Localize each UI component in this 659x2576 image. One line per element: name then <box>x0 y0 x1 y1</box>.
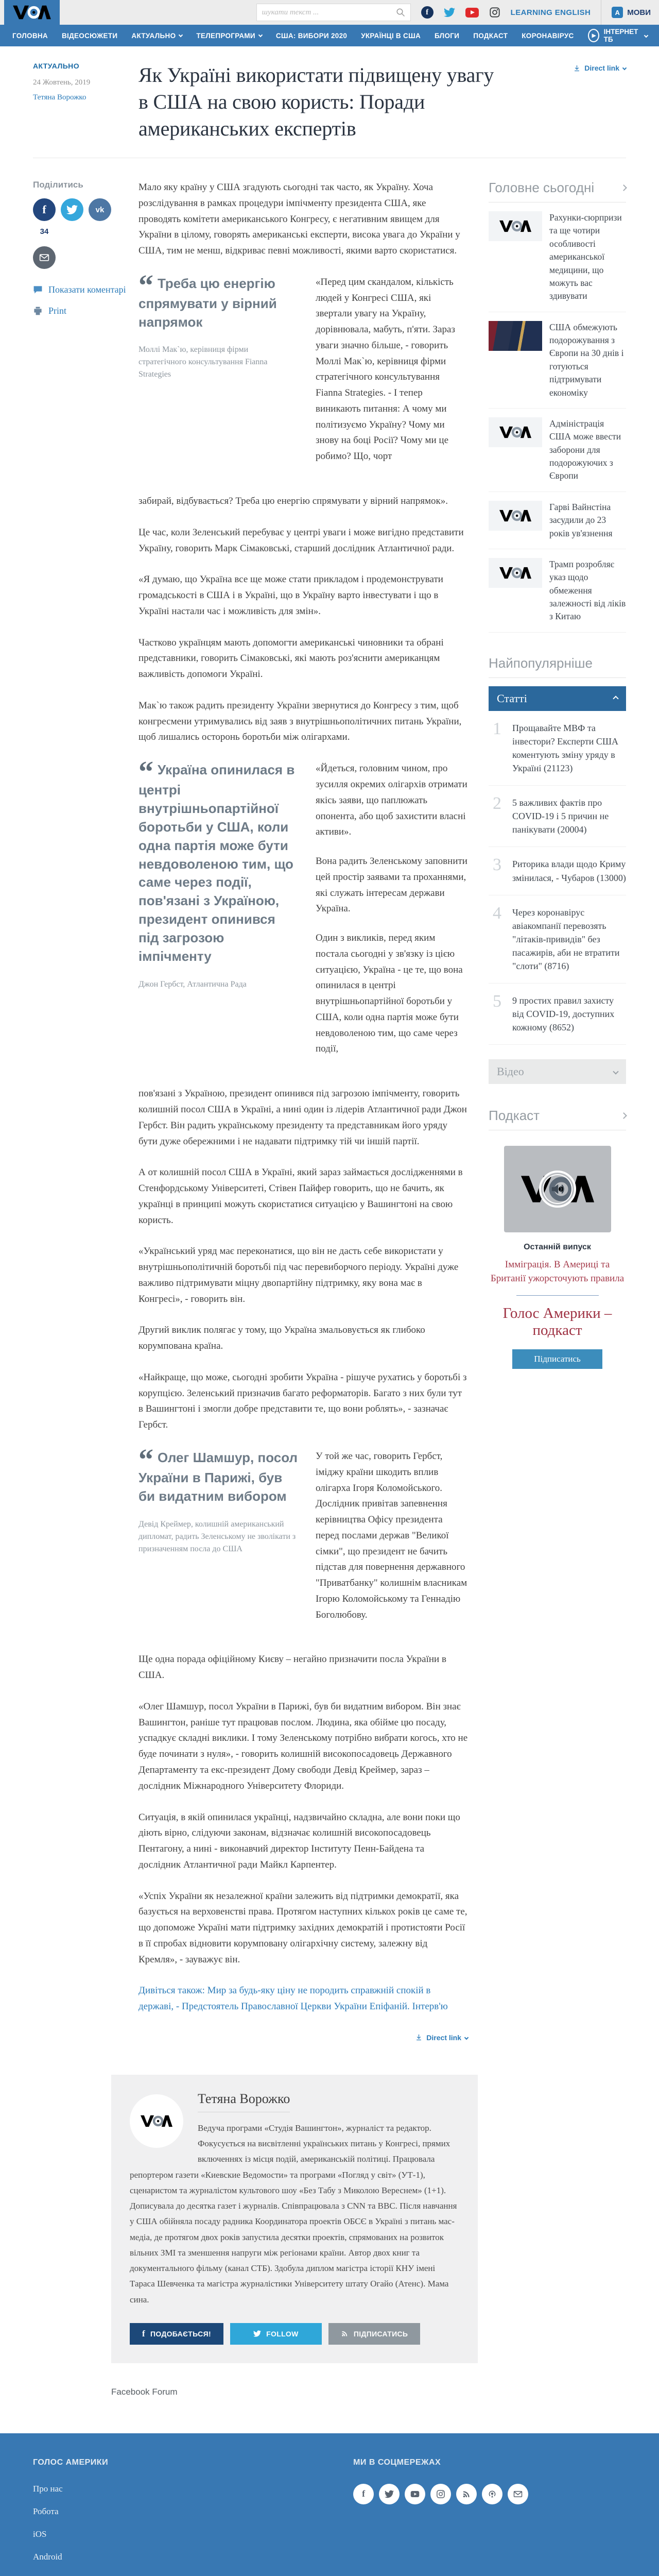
footer-links <box>33 2484 353 2562</box>
nav-item-label: БЛОГИ <box>435 31 460 40</box>
article-paragraph: забирай, відбувається? Треба цю енергію спрямувати у вірний напрямок». <box>138 496 448 507</box>
youtube-icon[interactable] <box>465 8 479 18</box>
youtube-icon[interactable] <box>405 2484 425 2504</box>
pullquote-row <box>138 268 468 478</box>
publish-date: 24 Жовтень, 2019 <box>33 78 91 87</box>
pullquote-side <box>316 761 468 1071</box>
facebook-icon[interactable]: f <box>421 6 433 19</box>
article-paragraph: «Найкраще, що може, сьогодні зробити Україна - рішуче рухатись у боротьбі з корупцією. Зеленський призначив багато реформаторів. Багато з них були тут в Вашингтоні і змогли добре представити те, що вони роблять», - зазначає Гербст. <box>138 1371 467 1431</box>
chevron-right-icon <box>620 184 627 191</box>
article-paragraph: Мак`ю також радить президенту України звернутися до Конгресу з тим, щоб конгресмени утримувались від заяв з внутрішньополітичних питань України, щоб лишались осторонь боротьби між олігархами. <box>138 700 462 743</box>
chevron-down-icon <box>613 1069 618 1075</box>
internet-tv-label: ІНТЕРНЕТ ТБ <box>603 28 638 43</box>
nav-item-label: АКТУАЛЬНО <box>131 31 176 40</box>
footer-social-title: МИ В СОЦМЕРЕЖАХ <box>353 2458 441 2467</box>
instagram-icon[interactable] <box>430 2484 451 2504</box>
nav-item-label: США: ВИБОРИ 2020 <box>275 31 348 40</box>
pullquote-side <box>316 275 468 478</box>
popular-item <box>489 895 626 984</box>
comment-icon <box>33 285 43 295</box>
facebook-like-button[interactable] <box>130 2323 223 2345</box>
article-thumbnail <box>489 211 542 241</box>
article-paragraph: Мало яку країну у США згадують сьогодні так часто, як Україну. Хоча розслідування в рамках процедури імпічменту президента США, яке проводять комітети американського Конгресу, є негативним явищем для України в цілому, говорять американські експерти, висока увага до України у США, тим не менш, відкриває певні можливості, якими варто скористатися. <box>138 182 460 257</box>
sidebar <box>468 180 626 2030</box>
article-meta <box>33 62 138 102</box>
direct-link-label: Direct link <box>584 64 619 72</box>
chevron-right-icon <box>620 1112 627 1119</box>
topbar <box>0 0 659 25</box>
article-paragraph: Це час, коли Зеленський перебуває у центрі уваги і може вигідно представити Україну, говорить Марк Сімаковські, старший дослідник Атлантичної ради. <box>138 527 464 554</box>
category-label[interactable]: АКТУАЛЬНО <box>33 62 79 70</box>
article-paragraph: Частково українцям мають допомогти американські чиновники та обрані представники, говорить Сімаковські, які мають роз'яснити американцям важливість допомоги Україні. <box>138 637 444 680</box>
voa-logo-icon <box>499 567 531 579</box>
author-card <box>111 2075 478 2363</box>
most-popular-title: Найпопулярніше <box>489 655 593 671</box>
printer-icon <box>33 306 43 316</box>
top-news-list <box>489 202 626 633</box>
pullquote-side <box>316 1449 468 1636</box>
pullquote-text: Україна опинилася в центрі внутрішньопартійної боротьби у США, коли одна партія може бути невдоволеною тим, що саме через події, пов'язані з Україною, президент опинився під загрозою імпічменту <box>138 762 295 964</box>
rss-subscribe-button[interactable] <box>328 2323 420 2345</box>
top-news-title: Головне сьогодні <box>489 180 595 195</box>
footer-brand-title: ГОЛОС АМЕРИКИ <box>33 2458 109 2467</box>
sidebar-news-item[interactable] <box>489 202 626 312</box>
facebook-icon[interactable]: f <box>353 2484 374 2504</box>
print-label: Print <box>48 306 67 316</box>
news-title: Рахунки-сюрпризи та ще чотири особливості американської медицини, що можуть вас здивувати <box>549 212 622 301</box>
show-comments-label: Показати коментарі <box>48 284 126 295</box>
sidebar-news-item[interactable] <box>489 492 626 549</box>
article-thumbnail <box>489 417 542 447</box>
popular-list <box>489 711 626 1045</box>
article-paragraph: «Перед цим скандалом, кількість людей у Конгресі США, які звертали увагу на Україну, дорівнювала, мабуть, п'яти. Зараз уваги значно більше, - говорить Моллі Мак`ю, керівниця фірми стратегічного консультування Fianna Strategies. - І тепер виникають питання: А чому ми політизуємо Україну? Чому ми знову на боці Росії? Чому ми це робимо? Що, чорт <box>316 276 455 462</box>
rss-icon[interactable] <box>456 2484 477 2504</box>
article-paragraph: «Український уряд має переконатися, що він не дасть себе використати у внутрішньополітичній боротьбі під час перевиборчого періоду. Україні дуже важливо підтримувати міцну двопартійну підтримку, яку вона має в Конгресі», - говорить він. <box>138 1246 459 1304</box>
quote-mark-icon: “ <box>138 1443 153 1476</box>
nav-item[interactable] <box>196 32 262 40</box>
footer-social-column <box>353 2458 626 2574</box>
twitter-icon[interactable] <box>444 7 455 18</box>
footer-link[interactable]: iOS <box>33 2529 47 2539</box>
learning-english-link[interactable]: LEARNING ENGLISH <box>510 8 591 17</box>
voa-logo-icon <box>141 2115 172 2127</box>
pullquote-cite: Джон Гербст, Атлантична Рада <box>138 979 247 989</box>
footer <box>0 2433 659 2576</box>
twitter-icon <box>66 204 78 215</box>
popular-item <box>489 984 626 1045</box>
footer-link[interactable]: Android <box>33 2551 62 2562</box>
article-header <box>33 46 626 142</box>
voa-logo[interactable] <box>4 0 60 25</box>
article-paragraph: «Я думаю, що Україна все ще може стати прикладом і продемонструвати громадськості в США і в Україні, що в Україну варто інвестувати і що в Україні настали час і можливість для змін». <box>138 574 443 617</box>
latest-episode-label: Останній випуск <box>524 1243 591 1252</box>
direct-link-top[interactable] <box>573 64 626 72</box>
article-paragraph: пов'язані з Україною, президент опинився під загрозою імпічменту, говорить колишній посол США в Україні, а нині один із лідерів Атлантичної ради Джон Гербст. Він радить українському президенту та представникам його уряду бути дуже обережними і не надавати підтримку тій чи іншій партії. <box>138 1088 467 1147</box>
popular-item <box>489 847 626 895</box>
instagram-icon[interactable] <box>489 7 500 18</box>
chevron-up-icon <box>613 696 618 701</box>
internet-tv-link[interactable] <box>588 28 648 43</box>
nav-item-label: УКРАЇНЦІ В США <box>361 31 421 40</box>
articles-accordion[interactable] <box>489 686 626 711</box>
chevron-down-icon <box>464 2036 469 2040</box>
nav-item[interactable] <box>522 32 574 40</box>
facebook-icon: f <box>142 2328 145 2338</box>
play-icon: ▶ <box>588 29 599 42</box>
avatar <box>130 2094 183 2148</box>
sidebar-top-news <box>489 180 626 633</box>
sidebar-news-item[interactable] <box>489 409 626 492</box>
news-title: Трамп розробляє указ щодо обмеження залежності від ліків з Китаю <box>549 558 626 622</box>
share-email-button[interactable] <box>33 246 56 269</box>
nav-item[interactable] <box>361 32 421 40</box>
article-paragraph: «Успіх України як незалежної країни залежить від підтримки демократії, яка базується на верховенстві права. Протягом наступних кількох років це саме те, що допоможе Україні мати підтримку західних демократій і протистояти Росії в її спробах відновити корумповану олігархічну систему, залежну від Кремля», - зауважує він. <box>138 1890 467 1965</box>
article-paragraph: «Йдеться, головним чином, про зусилля окремих олігархів отримати якісь заяви, що паплюжать опонента, або щоб захистити власні активи». <box>316 763 467 838</box>
rss-icon <box>341 2330 349 2337</box>
article-paragraph: У той же час, говорить Гербст, іміджу країни шкодить вплив олігарха Ігоря Коломойського. Дослідник привітав запевнення керівництва Офісу президента перед послами держав "Великої сімки", що президент не бачить підстав для повернення державного "Приватбанку" колишнім власникам Ігорю Коломойському та Геннадію Боголюбову. <box>316 1451 467 1620</box>
nav-item[interactable] <box>473 32 508 40</box>
nav-item[interactable] <box>435 32 459 40</box>
see-also-link[interactable]: Дивіться також: Мир за будь-яку ціну не породить справжній спокій в державі, - Предстоятель Православної Церкви України Епіфаній. Інтерв'ю <box>138 1985 448 2012</box>
news-title: Гарві Вайнстіна засудили до 23 років ув'язнення <box>549 501 613 538</box>
nav-item[interactable] <box>12 32 48 40</box>
subscribe-label: ПІДПИСАТИСЬ <box>353 2329 408 2338</box>
article-paragraph: Ще одна порада офіційному Києву – негайно призначити посла України в США. <box>138 1654 446 1681</box>
voa-logo-icon <box>499 426 531 438</box>
footer-link[interactable]: Робота <box>33 2506 59 2516</box>
follow-label: FOLLOW <box>266 2329 299 2338</box>
article-paragraph: А от колишній посол США в Україні, який зараз займається дослідженнями в Стенфордському Університеті, Стівен Пайфер говорить, що не бачить, як українці в принципі можуть скористатися ситуацією у Вашингтоні на свою користь. <box>138 1167 463 1226</box>
pullquote-text: Треба цю енергію спрямувати у вірний напрямок <box>138 275 277 330</box>
nav-item[interactable] <box>62 32 117 40</box>
speaker-icon <box>539 1171 576 1208</box>
sidebar-most-popular <box>489 655 626 1084</box>
sidebar-podcast <box>489 1108 626 1368</box>
nav-item[interactable] <box>131 32 182 40</box>
voa-logo-icon <box>499 510 531 522</box>
chevron-down-icon <box>258 32 263 37</box>
articles-accordion-label: Статті <box>497 691 527 705</box>
popular-item-link[interactable]: Прощавайте МВФ та інвестори? Експерти США коментують зміну уряду в Україні (21123) <box>512 722 619 774</box>
twitter-icon <box>253 2330 261 2337</box>
podcast-episode-link[interactable]: Імміграція. В Америці та Британії ужорсточують правила <box>490 1259 625 1284</box>
article-paragraph: Другий виклик полягає у тому, що Україна змальовується як глибоко корумпована країна. <box>138 1325 425 1352</box>
popular-item-link[interactable]: Через коронавірус авіакомпанії перевозять "літаків-привидів" без пасажирів, аби не втратити "слоти" (8716) <box>512 907 620 971</box>
page-title: Як Україні використати підвищену увагу в США на свою користь: Поради американських експертів <box>138 63 494 140</box>
article-paragraph: «Олег Шамшур, посол України в Парижі, був би видатним вибором. Він знає Вашингтон, раніше тут працював послом. Людина, яка обійме цю посаду, успадкує складні виклики. І тому Зеленському потрібно вибрати когось, хто не буде починати з нуля», - говорить колишній високопосадовець Державного Департаменту та екс-президент Дому свободи Девід Креймер, зараз – дослідник Міжнародного Університету Флориди. <box>138 1701 468 1791</box>
pullquote <box>138 755 298 1071</box>
popular-item-link[interactable]: 9 простих правил захисту від COVID-19, доступних кожному (8652) <box>512 995 615 1033</box>
quote-mark-icon: “ <box>138 755 153 789</box>
like-label: ПОДОБАЄТЬСЯ! <box>150 2329 211 2338</box>
email-icon[interactable] <box>508 2484 528 2504</box>
languages-label: МОВИ <box>627 8 651 17</box>
share-column <box>33 180 138 2030</box>
chevron-down-icon <box>622 66 627 70</box>
pullquote <box>138 268 298 478</box>
download-icon <box>573 64 581 72</box>
divider <box>516 1295 599 1296</box>
pullquote-row <box>138 755 468 1071</box>
popular-item-link[interactable]: Риторика влади щодо Криму змінилася, - Чубаров (13000) <box>512 859 626 883</box>
languages-icon: A <box>612 7 623 18</box>
podcast-card <box>489 1130 626 1368</box>
most-popular-header <box>489 655 626 678</box>
article-paragraph: Ситуація, в якій опинилася українці, надзвичайно складна, але вони поки що діють вірно, слідуючи законам, відзначає колишній високопосадовець Пентагону, а нині - виконавчий директор Інституту Пенн-Байдена та дослідник Атлантичної ради Майкл Карпентер. <box>138 1811 460 1870</box>
author-bio: Ведуча програми «Студія Вашингтон», журналіст та редактор. Фокусується на висвітленні українських питань у Конгресі, прямих включеннях із місця подій, американській політиці. Працювала репортером газети «Киевские Ведомости» та програми «Погляд у світ» (УТ-1), сценаристом та журналістом культового шоу «Без Табу з Миколою Вереснем» (1+1). Дописувала до десятка газет і журналів. Співпрацювала з CNN та BBC. Після навчання у США обійняла посаду радника Координатора проектів ОБСЄ в Україні з питань мас-медіа, де протягом двох років запустила десятки проектів, спрямованих на розвиток вільних ЗМІ та зменшення напруги між регіонами країни. Автор двох книг та документального фільму (канал СТБ). Здобула диплом магістра історії КНУ імені Тараса Шевченка та магістра журналістики Університету штату Огайо (Атенс). Мама сина. <box>130 2123 457 2304</box>
direct-link-label: Direct link <box>426 2033 461 2042</box>
news-title: США обмежують подорожування з Європи на 30 днів і готуються підтримувати економіку <box>549 321 624 398</box>
nav-item-label: ТЕЛЕПРОГРАМИ <box>196 31 255 40</box>
podcast-series-title: Голос Америки – подкаст <box>502 1304 612 1338</box>
top-news-header[interactable] <box>489 180 626 202</box>
pullquote-text: Олег Шамшур, посол України в Парижі, був би видатним вибором <box>138 1450 298 1504</box>
quote-mark-icon: “ <box>138 268 153 302</box>
sidebar-news-item[interactable] <box>489 312 626 409</box>
facebook-forum-heading: Facebook Forum <box>111 2386 178 2397</box>
search-box <box>256 4 411 21</box>
article-thumbnail <box>489 321 542 351</box>
email-icon <box>39 252 49 263</box>
nav-item[interactable] <box>276 32 347 40</box>
direct-link-bottom[interactable] <box>415 2033 468 2042</box>
chevron-down-icon <box>644 33 648 38</box>
voa-logo-icon <box>12 5 52 20</box>
article-paragraph: Один з викликів, перед яким постала сьогодні у зв'язку із цією ситуацією, Україна - це те, що вона опинилася в центрі внутрішньопартійної боротьби у США, коли одна партія може бути невдоволеною тим, що саме через події, <box>316 933 463 1055</box>
article-body <box>138 180 468 2030</box>
voa-logo-icon <box>499 220 531 232</box>
sidebar-news-item[interactable] <box>489 549 626 633</box>
podcast-subscribe-button[interactable]: Підписатись <box>512 1349 602 1369</box>
nav-menu <box>12 32 588 40</box>
pullquote-row <box>138 1443 468 1636</box>
twitter-follow-button[interactable] <box>230 2323 322 2345</box>
author-link[interactable]: Тетяна Ворожко <box>33 93 86 101</box>
video-accordion-label: Відео <box>497 1065 524 1078</box>
popular-item-link[interactable]: 5 важливих фактів про COVID-19 і 5 причин не панікувати (20004) <box>512 798 609 835</box>
article-thumbnail <box>489 558 542 588</box>
share-vk-button[interactable]: vk <box>89 198 111 221</box>
footer-brand-column <box>33 2458 353 2574</box>
news-title: Адміністрація США може ввести заборони для подорожуючих з Європи <box>549 418 621 481</box>
pullquote-cite: Девід Креймер, колишній американський дипломат, радить Зеленському не зволікати з призначенням посла до США <box>138 1519 296 1553</box>
download-icon <box>415 2033 423 2041</box>
nav-item-label: КОРОНАВІРУС <box>522 31 574 40</box>
article-paragraph: Вона радить Зеленському заповнити цей простір заявами та проханнями, які служать інтересам держави Україна. <box>316 856 467 914</box>
footer-link[interactable]: Про нас <box>33 2483 63 2494</box>
podcast-title: Подкаст <box>489 1108 540 1124</box>
share-facebook-button[interactable]: f <box>33 198 56 221</box>
article-thumbnail <box>489 501 542 531</box>
chevron-down-icon <box>179 32 183 37</box>
author-name-link[interactable]: Тетяна Ворожко <box>198 2091 290 2112</box>
main-nav <box>0 25 659 46</box>
show-comments-link[interactable] <box>33 284 138 295</box>
share-label: Поділитись <box>33 180 83 190</box>
nav-item-label: ВІДЕОСЮЖЕТИ <box>61 31 118 40</box>
search-input[interactable] <box>262 8 396 17</box>
print-link[interactable] <box>33 306 138 316</box>
nav-item-label: ПОДКАСТ <box>473 31 508 40</box>
podcast-header[interactable] <box>489 1108 626 1130</box>
podcast-cover[interactable] <box>504 1146 611 1232</box>
podcast-icon[interactable] <box>482 2484 502 2504</box>
popular-item <box>489 786 626 847</box>
search-icon[interactable] <box>396 8 405 17</box>
languages-menu[interactable] <box>601 0 651 25</box>
pullquote <box>138 1443 298 1636</box>
nav-item-label: ГОЛОВНА <box>12 31 48 40</box>
twitter-icon[interactable] <box>379 2484 400 2504</box>
popular-item <box>489 711 626 786</box>
video-accordion[interactable] <box>489 1059 626 1084</box>
share-count: 34 <box>40 227 49 236</box>
pullquote-cite: Моллі Мак`ю, керівниця фірми стратегічного консультування Fianna Strategies <box>138 345 268 379</box>
share-twitter-button[interactable] <box>61 198 83 221</box>
